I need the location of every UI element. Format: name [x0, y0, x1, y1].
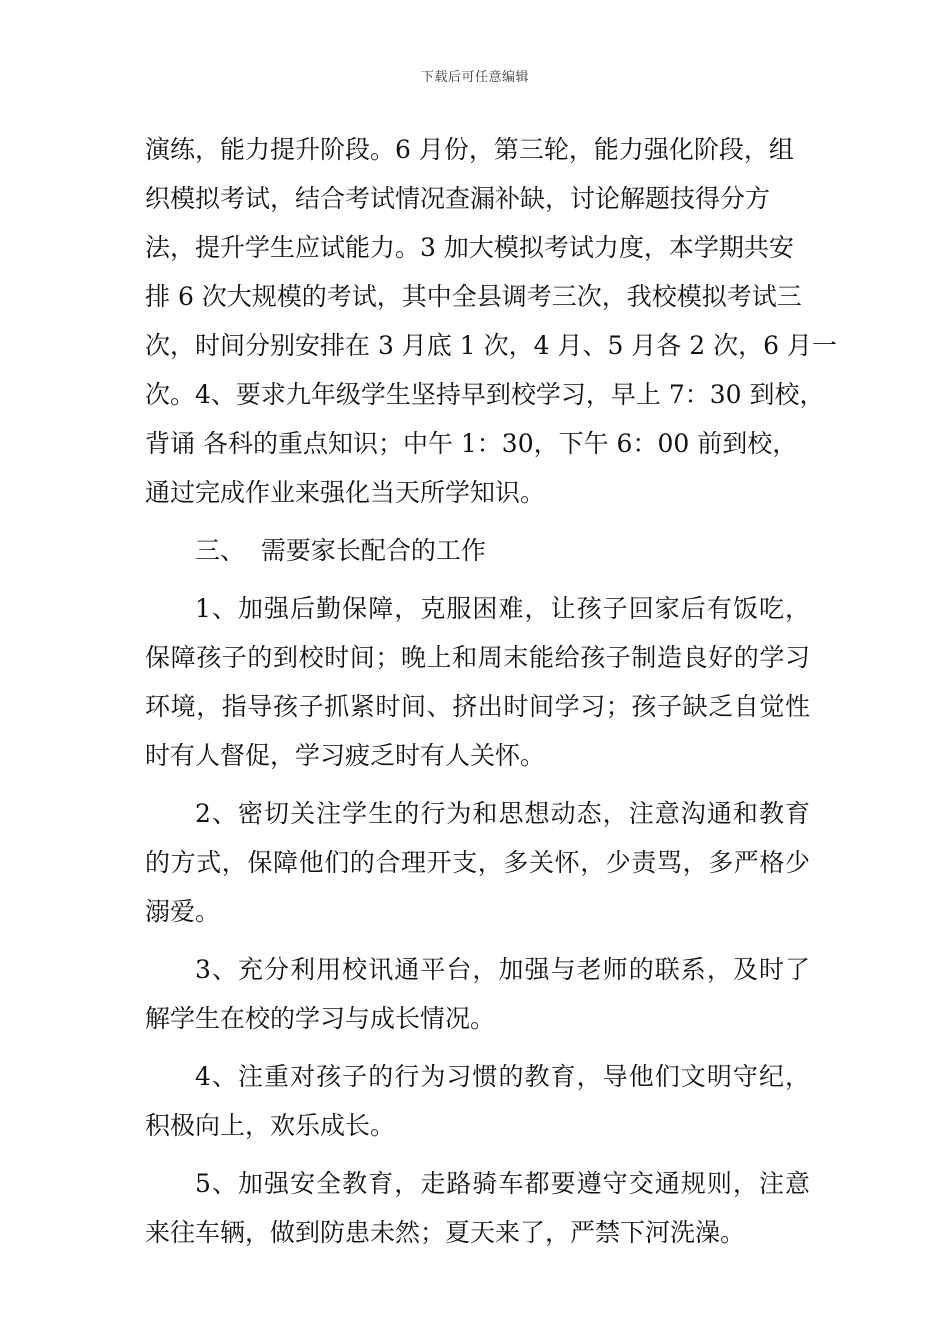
document-body [145, 125, 837, 1257]
paragraph-item-4: 4、注重对孩子的行为习惯的教育，导他们文明守纪，积极向上，欢乐成长。 [145, 1062, 810, 1140]
continuation-line: 次，时间分别安排在 3 月底 1 次，4 月、5 月各 2 次，6 月一 [145, 331, 837, 360]
continuation-line: 演练，能力提升阶段。6 月份，第三轮，能力强化阶段，组 [145, 135, 794, 164]
page-header: 下载后可任意编辑 [420, 70, 529, 85]
continuation-line: 织模拟考试，结合考试情况查漏补缺，讨论解题技得分方 [145, 184, 771, 213]
paragraph-item-2: 2、密切关注学生的行为和思想动态，注意沟通和教育的方式，保障他们的合理开支，多关怀，少责骂，多严格少溺爱。 [145, 799, 810, 926]
continuation-line: 通过完成作业来强化当天所学知识。 [145, 478, 546, 507]
continuation-line: 次。4、要求九年级学生坚持早到校学习，早上 7：30 到校， [145, 380, 825, 409]
continuation-line: 法，提升学生应试能力。3 加大模拟考试力度，本学期共安 [145, 233, 794, 262]
paragraph-item-1: 1、加强后勤保障，克服困难，让孩子回家后有饭吃，保障孩子的到校时间；晚上和周末能给孩子制造良好的学习环境，指导孩子抓紧时间、挤出时间学习；孩子缺乏自觉性时有人督促，学习疲乏时有人关怀。 [145, 594, 810, 770]
paragraph-item-3: 3、充分利用校讯通平台，加强与老师的联系，及时了解学生在校的学习与成长情况。 [145, 955, 810, 1033]
continuation-line: 背诵 各科的重点知识；中午 1：30，下午 6：00 前到校， [145, 429, 798, 458]
paragraph-item-5: 5、加强安全教育，走路骑车都要遵守交通规则，注意来往车辆，做到防患未然；夏天来了，严禁下河洗澡。 [145, 1169, 810, 1247]
section-heading: 三、 需要家长配合的工作 [195, 536, 486, 565]
continuation-line: 排 6 次大规模的考试，其中全县调考三次，我校模拟考试三 [145, 282, 802, 311]
